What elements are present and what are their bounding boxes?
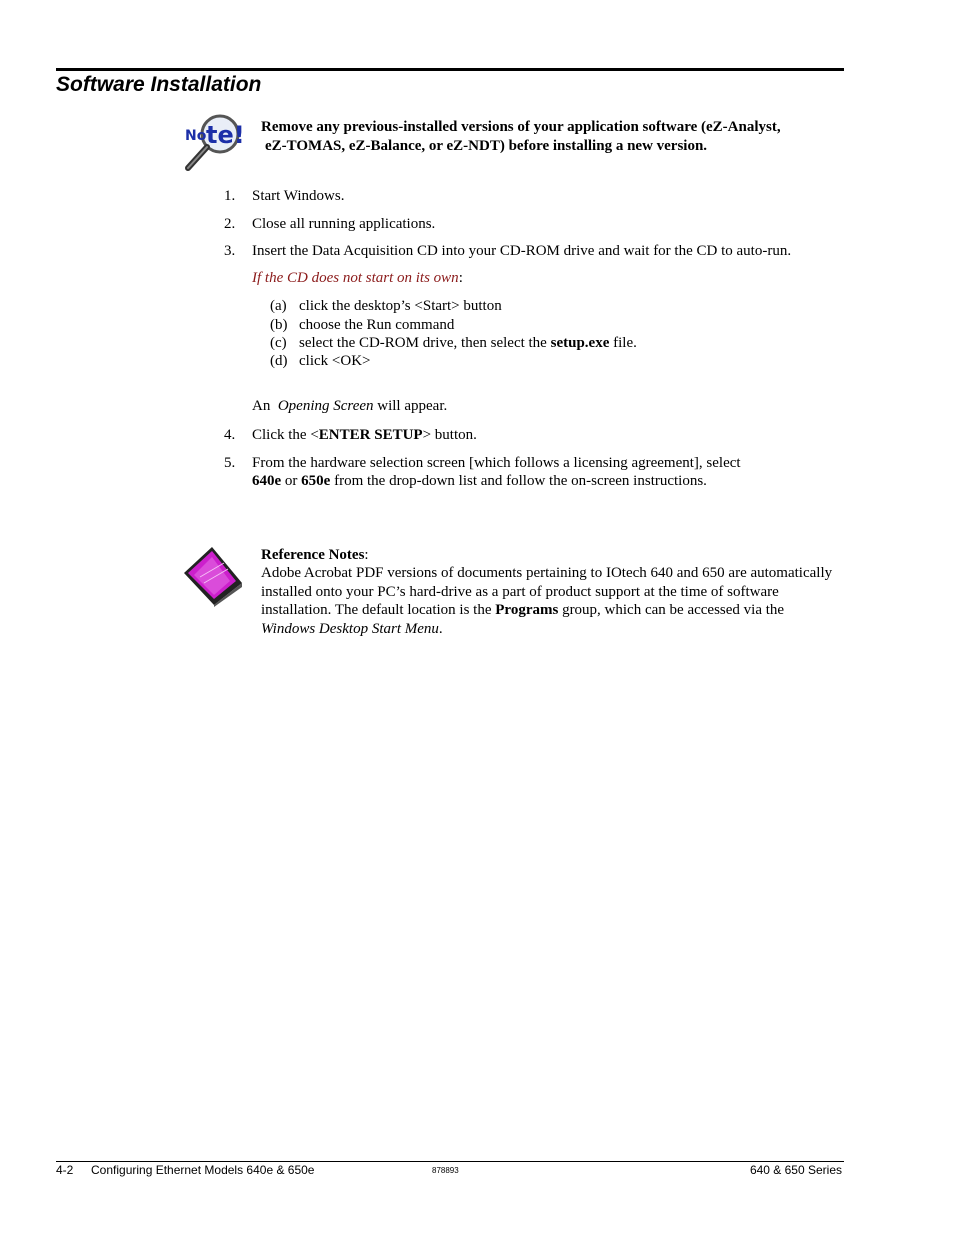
step-text [252, 454, 832, 490]
step-number: 1. [224, 188, 236, 204]
substep-text-pre: select the CD-ROM drive, then select the [299, 335, 551, 351]
top-rule [56, 68, 844, 71]
step-text: Close all running applications. [252, 216, 436, 232]
programs-group: Programs [495, 602, 559, 619]
reference-end: . [438, 620, 443, 637]
substep-label: (a) [270, 298, 287, 314]
reference-book-icon [180, 543, 246, 607]
substep-text: click the desktop’s <Start> button [299, 298, 502, 314]
start-menu-name: Windows Desktop Start Menu [261, 620, 439, 637]
note-line-2: eZ-TOMAS, eZ-Balance, or eZ-NDT) before installing a new version. [265, 138, 708, 154]
step5-or: or [281, 473, 302, 489]
note-text [261, 118, 841, 156]
substep-text: click <OK> [299, 353, 371, 369]
step4-pre: Click the < [252, 427, 319, 443]
setup-exe-filename: setup.exe [550, 335, 610, 351]
footer-page-number: 4-2 [56, 1163, 74, 1177]
step5-line1: From the hardware selection screen [which follows a licensing agreement], select [252, 455, 741, 471]
step5-rest: from the drop-down list and follow the on-screen instructions. [330, 473, 707, 489]
cd-hint-colon: : [458, 270, 463, 286]
substep-label: (c) [270, 335, 287, 351]
opening-post: will appear. [373, 398, 448, 414]
model-640e: 640e [252, 473, 282, 489]
step-text [252, 426, 832, 444]
cd-hint-text: If the CD does not start on its own [252, 270, 459, 286]
footer-doc-number: 878893 [432, 1166, 459, 1175]
substep-label: (d) [270, 353, 288, 369]
footer-series: 640 & 650 Series [749, 1163, 842, 1177]
reference-body-1: Adobe Acrobat PDF versions of documents pertaining to IOtech 640 and 650 are automatically installed onto your PC’s hard-drive as a part of product support at the time of software installation. The default location is the [261, 565, 833, 619]
section-title: Software Installation [56, 73, 262, 96]
step4-post: > button. [422, 427, 477, 443]
step-number: 4. [224, 427, 236, 443]
substep-text [299, 334, 637, 352]
note-line-1: Remove any previous-installed versions of your application software (eZ-Analyst, [261, 119, 781, 135]
footer-chapter: Configuring Ethernet Models 640e & 650e [91, 1163, 315, 1177]
opening-screen-name: Opening Screen [277, 398, 374, 414]
step-text: Insert the Data Acquisition CD into your CD-ROM drive and wait for the CD to auto-run. [252, 243, 792, 259]
substep-text: choose the Run command [299, 317, 455, 333]
enter-setup-label: ENTER SETUP [318, 427, 423, 443]
opening-pre: An [252, 398, 275, 414]
model-650e: 650e [301, 473, 331, 489]
note-magnifier-icon [182, 113, 248, 175]
step-number: 5. [224, 455, 236, 471]
reference-notes [261, 546, 841, 638]
step-number: 2. [224, 216, 236, 232]
opening-screen-note [252, 398, 447, 415]
reference-heading: Reference Notes [261, 547, 365, 563]
reference-body-2: group, which can be accessed via the [558, 602, 785, 619]
step-text: Start Windows. [252, 188, 345, 204]
reference-body [261, 564, 841, 638]
svg-text:No: No [185, 128, 207, 144]
reference-colon: : [364, 547, 369, 563]
substep-text-post: file. [609, 335, 637, 351]
svg-text:te!: te! [206, 121, 245, 149]
step-number: 3. [224, 243, 236, 259]
cd-hint [252, 270, 463, 287]
substep-label: (b) [270, 317, 288, 333]
footer-rule [56, 1161, 844, 1162]
